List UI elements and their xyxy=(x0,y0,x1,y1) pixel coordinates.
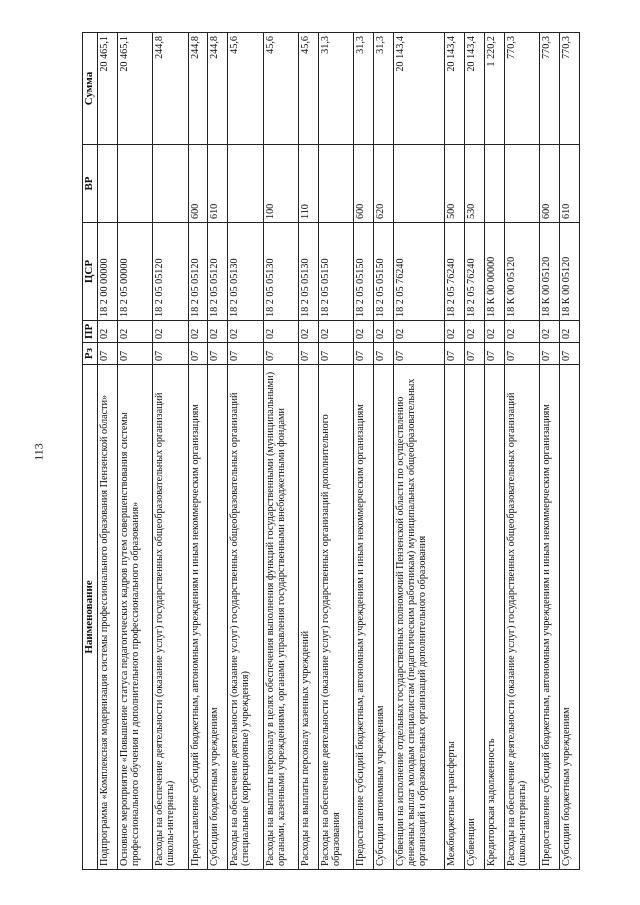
row-pr-cell: 02 xyxy=(374,321,394,343)
row-sum-cell: 244,8 xyxy=(188,33,208,145)
row-sum-cell: 31,3 xyxy=(374,33,394,145)
row-name-cell: Субсидии бюджетным учреждениям xyxy=(559,365,579,870)
row-rz-cell: 07 xyxy=(208,343,228,365)
table-row xyxy=(208,33,228,870)
table-row xyxy=(504,33,539,870)
row-sum-cell: 20 143,4 xyxy=(445,33,465,145)
row-sum-cell: 244,8 xyxy=(153,33,188,145)
row-pr-cell: 02 xyxy=(153,321,188,343)
row-sum-cell: 770,3 xyxy=(504,33,539,145)
row-csr-cell: 18 2 05 76240 xyxy=(445,223,465,321)
row-rz-cell: 07 xyxy=(354,343,374,365)
row-pr-cell: 02 xyxy=(263,321,298,343)
row-sum-cell: 45,6 xyxy=(299,33,319,145)
row-pr-cell: 02 xyxy=(484,321,504,343)
table-body xyxy=(97,33,579,870)
row-vr-cell: 530 xyxy=(465,145,485,223)
row-sum-cell: 770,3 xyxy=(559,33,579,145)
table-row xyxy=(374,33,394,870)
row-name-cell: Расходы на обеспечение деятельности (оказание услуг) государственных общеобразовательных организаций (школы-интернаты) xyxy=(153,365,188,870)
row-csr-cell: 18 2 05 05130 xyxy=(228,223,263,321)
row-name-cell: Подпрограмма «Комплексная модернизация системы профессионального образования Пензенской области» xyxy=(97,365,117,870)
table-row xyxy=(263,33,298,870)
row-pr-cell: 02 xyxy=(117,321,152,343)
table-row xyxy=(188,33,208,870)
row-csr-cell: 18 2 05 05150 xyxy=(374,223,394,321)
row-vr-cell: 600 xyxy=(354,145,374,223)
row-pr-cell: 02 xyxy=(319,321,354,343)
row-name-cell: Предоставление субсидий бюджетным, автономным учреждениям и иным некоммерческим организациям xyxy=(188,365,208,870)
table-row xyxy=(540,33,560,870)
row-vr-cell xyxy=(394,145,445,223)
row-sum-cell: 1 220,2 xyxy=(484,33,504,145)
row-csr-cell: 18 К 00 05120 xyxy=(504,223,539,321)
row-pr-cell: 02 xyxy=(465,321,485,343)
row-rz-cell: 07 xyxy=(504,343,539,365)
row-sum-cell: 45,6 xyxy=(263,33,298,145)
row-vr-cell xyxy=(97,145,117,223)
row-csr-cell: 18 К 00 00000 xyxy=(484,223,504,321)
row-csr-cell: 18 К 00 05120 xyxy=(559,223,579,321)
row-vr-cell: 600 xyxy=(188,145,208,223)
row-rz-cell: 07 xyxy=(97,343,117,365)
header-sum: Сумма xyxy=(83,33,98,145)
row-rz-cell: 07 xyxy=(394,343,445,365)
row-pr-cell: 02 xyxy=(208,321,228,343)
row-csr-cell: 18 2 05 05130 xyxy=(263,223,298,321)
table-header-row xyxy=(83,33,98,870)
header-rz: Рз xyxy=(83,343,98,365)
row-sum-cell: 770,3 xyxy=(540,33,560,145)
row-name-cell: Расходы на выплаты персоналу казенных учреждений xyxy=(299,365,319,870)
row-name-cell: Субвенции на исполнение отдельных государственных полномочий Пензенской области по осуществлению денежных выплат молодым специалистам (педагогическим работникам) муниципальных общеобразовательных организаций и образовательных организаций дополнительного образования xyxy=(394,365,445,870)
row-csr-cell: 18 2 05 76240 xyxy=(465,223,485,321)
row-sum-cell: 31,3 xyxy=(354,33,374,145)
table-row xyxy=(445,33,465,870)
row-pr-cell: 02 xyxy=(354,321,374,343)
row-vr-cell xyxy=(153,145,188,223)
row-sum-cell: 20 465,1 xyxy=(97,33,117,145)
row-rz-cell: 07 xyxy=(374,343,394,365)
header-csr: ЦСР xyxy=(83,223,98,321)
row-pr-cell: 02 xyxy=(559,321,579,343)
row-vr-cell: 100 xyxy=(263,145,298,223)
row-vr-cell xyxy=(484,145,504,223)
table-row xyxy=(228,33,263,870)
table-row xyxy=(97,33,117,870)
table-row xyxy=(484,33,504,870)
row-name-cell: Предоставление субсидий бюджетным, автономным учреждениям и иным некоммерческим организациям xyxy=(540,365,560,870)
row-vr-cell: 620 xyxy=(374,145,394,223)
row-rz-cell: 07 xyxy=(319,343,354,365)
header-name: Наименование xyxy=(83,365,98,870)
row-rz-cell: 07 xyxy=(153,343,188,365)
row-pr-cell: 02 xyxy=(394,321,445,343)
row-sum-cell: 20 143,4 xyxy=(394,33,445,145)
row-vr-cell: 610 xyxy=(559,145,579,223)
row-pr-cell: 02 xyxy=(97,321,117,343)
row-sum-cell: 244,8 xyxy=(208,33,228,145)
row-vr-cell xyxy=(319,145,354,223)
row-rz-cell: 07 xyxy=(263,343,298,365)
row-rz-cell: 07 xyxy=(559,343,579,365)
table-row xyxy=(117,33,152,870)
row-pr-cell: 02 xyxy=(504,321,539,343)
row-name-cell: Расходы на выплаты персоналу в целях обеспечения выполнения функций государственными (муниципальными) органами, казенными учреждениями, органами управления государственными внебюджетными фондами xyxy=(263,365,298,870)
page-number: 113 xyxy=(31,443,46,461)
table-row xyxy=(319,33,354,870)
table-row xyxy=(354,33,374,870)
row-csr-cell: 18 2 05 05150 xyxy=(354,223,374,321)
rotated-sheet xyxy=(82,33,580,870)
row-name-cell: Основное мероприятие «Повышение статуса педагогических кадров путем совершенствования системы профессионального обучения и дополнительного профессионального образования» xyxy=(117,365,152,870)
row-rz-cell: 07 xyxy=(228,343,263,365)
row-name-cell: Субвенции xyxy=(465,365,485,870)
row-vr-cell: 600 xyxy=(540,145,560,223)
row-sum-cell: 20 143,4 xyxy=(465,33,485,145)
budget-table xyxy=(82,32,580,870)
row-name-cell: Кредиторская задолженность xyxy=(484,365,504,870)
table-row xyxy=(394,33,445,870)
row-csr-cell: 18 2 00 00000 xyxy=(97,223,117,321)
row-name-cell: Субсидии автономным учреждениям xyxy=(374,365,394,870)
row-vr-cell: 500 xyxy=(445,145,465,223)
row-name-cell: Межбюджетные трансферты xyxy=(445,365,465,870)
table-row xyxy=(559,33,579,870)
row-rz-cell: 07 xyxy=(445,343,465,365)
row-pr-cell: 02 xyxy=(228,321,263,343)
row-csr-cell: 18 2 05 00000 xyxy=(117,223,152,321)
row-vr-cell: 610 xyxy=(208,145,228,223)
row-rz-cell: 07 xyxy=(117,343,152,365)
row-sum-cell: 20 465,1 xyxy=(117,33,152,145)
row-csr-cell: 18 К 00 05120 xyxy=(540,223,560,321)
row-csr-cell: 18 2 05 05130 xyxy=(299,223,319,321)
row-sum-cell: 31,3 xyxy=(319,33,354,145)
row-vr-cell: 110 xyxy=(299,145,319,223)
row-rz-cell: 07 xyxy=(484,343,504,365)
row-pr-cell: 02 xyxy=(445,321,465,343)
row-rz-cell: 07 xyxy=(188,343,208,365)
row-name-cell: Расходы на обеспечение деятельности (оказание услуг) государственных общеобразовательных организаций (специальные (коррекционные) учреждения) xyxy=(228,365,263,870)
row-pr-cell: 02 xyxy=(540,321,560,343)
row-name-cell: Расходы на обеспечение деятельности (оказание услуг) государственных организаций дополнительного образования xyxy=(319,365,354,870)
row-csr-cell: 18 2 05 76240 xyxy=(394,223,445,321)
row-csr-cell: 18 2 05 05150 xyxy=(319,223,354,321)
row-vr-cell xyxy=(117,145,152,223)
row-pr-cell: 02 xyxy=(188,321,208,343)
header-vr: ВР xyxy=(83,145,98,223)
row-name-cell: Субсидии бюджетным учреждениям xyxy=(208,365,228,870)
row-pr-cell: 02 xyxy=(299,321,319,343)
row-csr-cell: 18 2 05 05120 xyxy=(153,223,188,321)
table-row xyxy=(153,33,188,870)
row-sum-cell: 45,6 xyxy=(228,33,263,145)
row-vr-cell xyxy=(228,145,263,223)
header-pr: ПР xyxy=(83,321,98,343)
row-rz-cell: 07 xyxy=(465,343,485,365)
row-name-cell: Расходы на обеспечение деятельности (оказание услуг) государственных общеобразовательных организаций (школы-интернаты) xyxy=(504,365,539,870)
row-rz-cell: 07 xyxy=(299,343,319,365)
table-row xyxy=(299,33,319,870)
row-vr-cell xyxy=(504,145,539,223)
row-rz-cell: 07 xyxy=(540,343,560,365)
row-csr-cell: 18 2 05 05120 xyxy=(208,223,228,321)
row-csr-cell: 18 2 05 05120 xyxy=(188,223,208,321)
row-name-cell: Предоставление субсидий бюджетным, автономным учреждениям и иным некоммерческим организациям xyxy=(354,365,374,870)
table-row xyxy=(465,33,485,870)
